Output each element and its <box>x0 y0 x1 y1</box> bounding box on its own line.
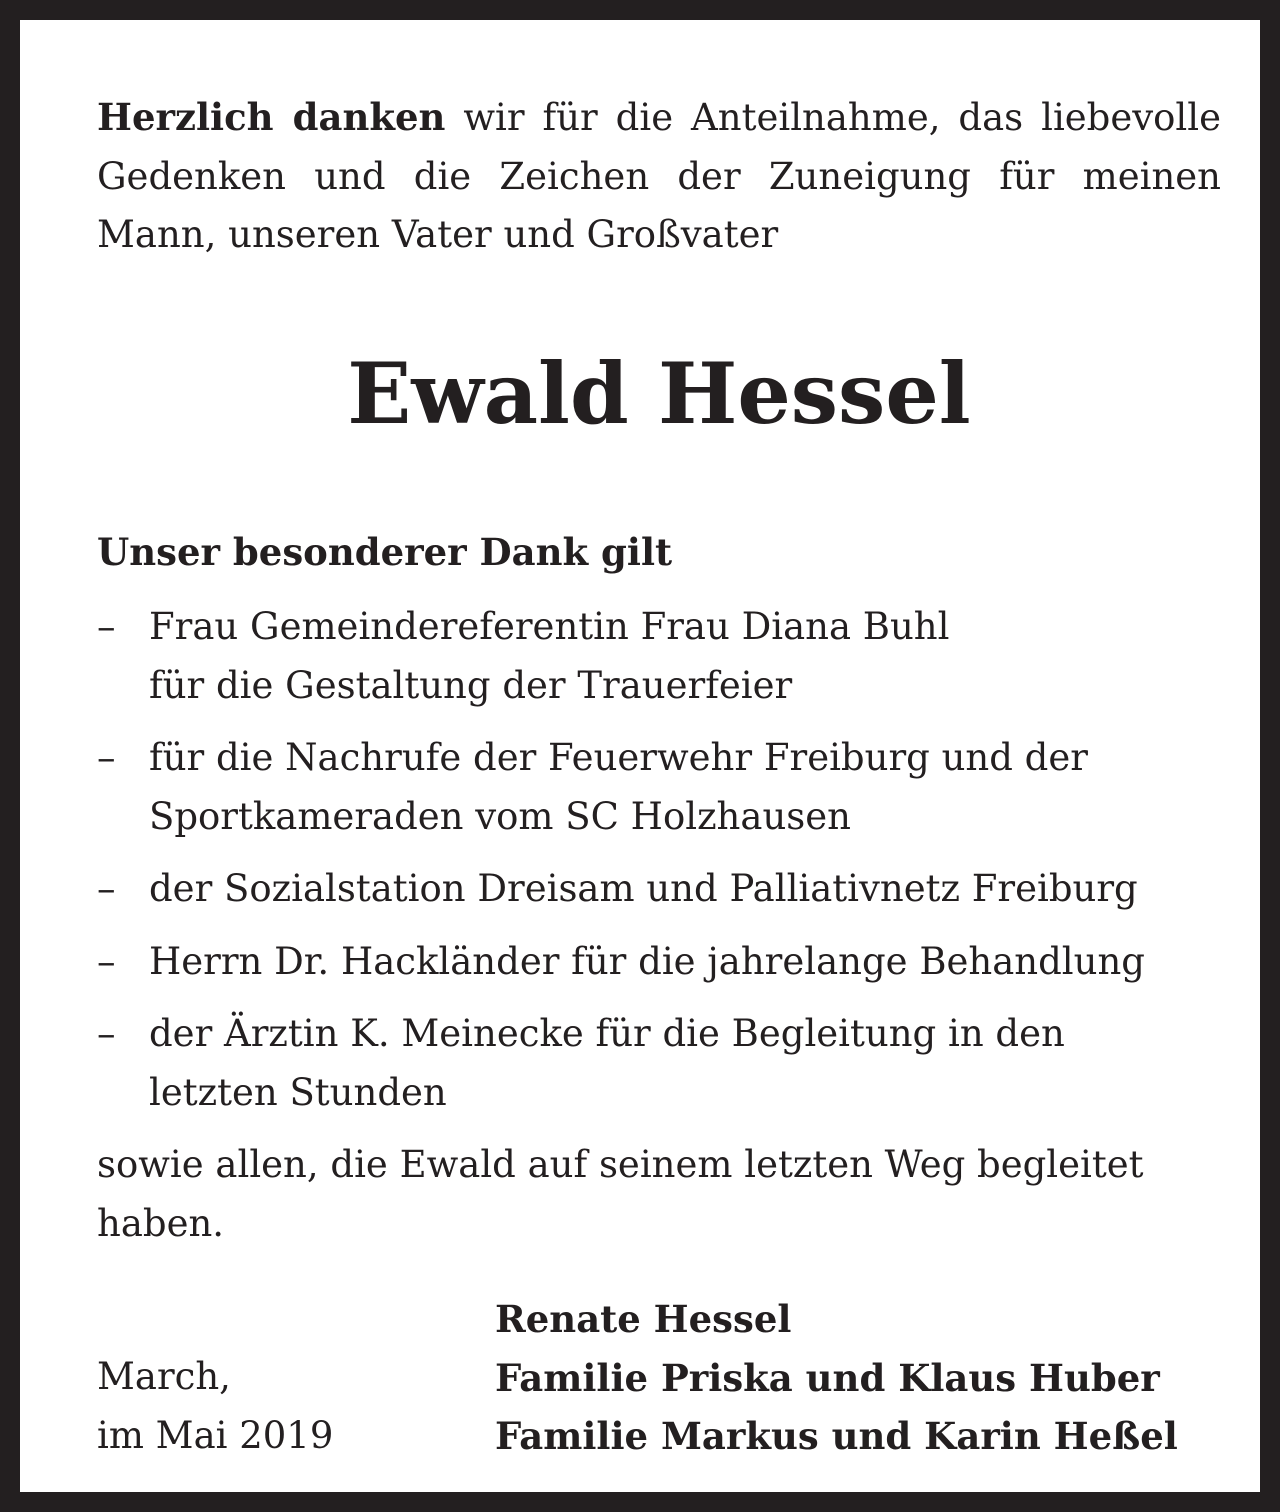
signers <box>495 1290 1178 1466</box>
signer: Renate Hessel <box>495 1297 792 1341</box>
thanks-item-line: letzten Stunden <box>149 1070 447 1114</box>
thanks-item <box>97 1005 1221 1122</box>
dash-marker: – <box>97 1012 116 1055</box>
signer: Familie Priska und Klaus Huber <box>495 1355 1160 1400</box>
intro-text: wir für die Anteilnahme, das liebevolle Gedenken und die Zeichen der Zuneigung für meinen Mann, unseren Vater und Großvater <box>97 96 1221 256</box>
place: March, <box>97 1355 231 1398</box>
signer: Familie Markus und Karin Heßel <box>495 1414 1178 1458</box>
thanks-item-line: Herrn Dr. Hackländer für die jahrelange Behandlung <box>149 939 1145 983</box>
notice-content <box>97 88 1221 1458</box>
closing-paragraph: sowie allen, die Ewald auf seinem letzten Weg begleitet haben. <box>97 1143 1144 1245</box>
dash-marker: – <box>97 605 116 648</box>
thanks-item-line: der Sozialstation Dreisam und Palliativnetz Freiburg <box>149 867 1138 910</box>
thanks-heading: Unser besonderer Dank gilt <box>97 530 673 574</box>
thanks-item <box>97 860 1221 919</box>
thanks-list <box>97 598 1221 1136</box>
place-date <box>97 1348 333 1465</box>
deceased-name: Ewald Hessel <box>347 344 971 443</box>
thanks-item-line: Frau Gemeindereferentin Frau Diana Buhl <box>149 605 950 648</box>
intro-paragraph <box>97 88 1221 265</box>
thanks-item-line: für die Nachrufe der Feuerwehr Freiburg und der <box>149 736 1088 779</box>
date: im Mai 2019 <box>97 1413 334 1457</box>
dash-marker: – <box>97 939 116 983</box>
thanks-item-line: der Ärztin K. Meinecke für die Begleitung in den <box>149 1012 1065 1055</box>
dash-marker: – <box>97 867 116 910</box>
dash-marker: – <box>97 736 116 779</box>
thanks-item-line: Sportkameraden vom SC Holzhausen <box>149 794 851 838</box>
thanks-item <box>97 729 1221 846</box>
intro-bold-lead: Herzlich danken <box>97 95 446 139</box>
thanks-item-line: für die Gestaltung der Trauerfeier <box>149 663 793 707</box>
thanks-item <box>97 598 1221 715</box>
thanks-item <box>97 933 1221 992</box>
